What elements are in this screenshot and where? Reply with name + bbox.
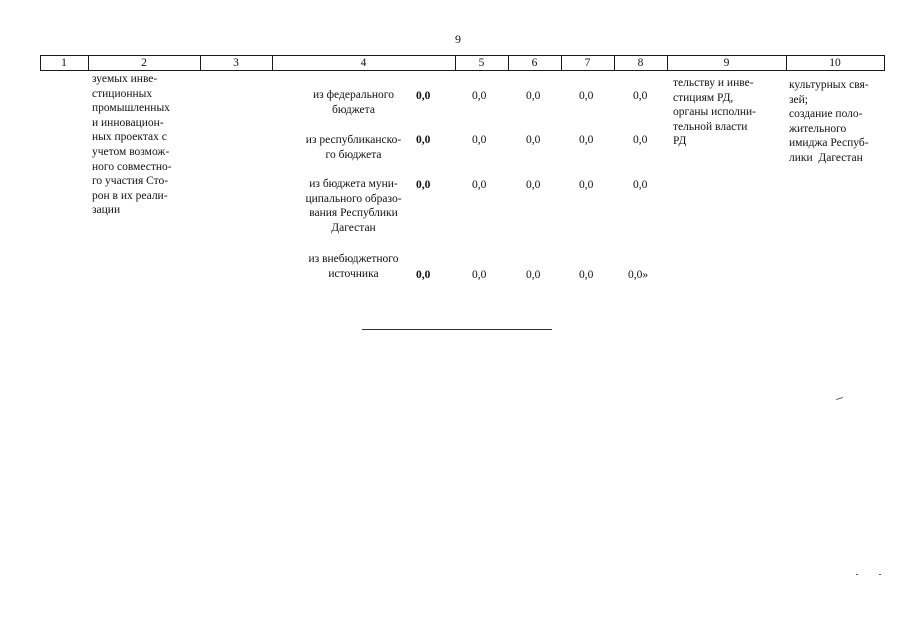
column-header-6: 6 (531, 57, 538, 69)
value-col-5: 0,0 (472, 179, 487, 191)
column-header-10: 10 (829, 57, 841, 69)
column-header-3: 3 (233, 57, 239, 69)
column-2-text: зуемых инве- стиционных промышленных и инновацион- ных проектах с учетом возмож- ного совместно- го участия Сто- рон в их реали- зации (92, 73, 172, 217)
value-col-5: 0,0 (472, 134, 487, 146)
column-header-4: 4 (360, 57, 367, 69)
header-separator (884, 55, 885, 71)
value-col-5: 0,0 (472, 269, 487, 281)
column-header-8: 8 (637, 57, 644, 69)
column-header-9: 9 (723, 57, 730, 69)
scan-mark (836, 397, 843, 400)
value-col-8: 0,0» (628, 269, 649, 281)
column-header-5: 5 (478, 57, 485, 69)
table-header-bottom-rule (40, 70, 885, 71)
scan-mark (856, 574, 858, 575)
total-value: 0,0 (416, 269, 431, 281)
page-number: 9 (455, 32, 461, 46)
value-col-8: 0,0 (633, 134, 648, 146)
closing-rule (362, 329, 552, 330)
value-col-6: 0,0 (526, 269, 541, 281)
value-col-6: 0,0 (526, 90, 541, 102)
column-header-7: 7 (584, 57, 591, 69)
value-col-7: 0,0 (579, 269, 594, 281)
total-value: 0,0 (416, 179, 431, 191)
value-col-7: 0,0 (579, 179, 594, 191)
value-col-7: 0,0 (579, 134, 594, 146)
funding-source: из бюджета муни- ципального образо- вания Республики Дагестан (305, 178, 402, 234)
column-header-1: 1 (61, 57, 67, 69)
funding-source: из республиканско- го бюджета (305, 134, 402, 161)
value-col-7: 0,0 (579, 90, 594, 102)
funding-source: из внебюджетного источника (308, 253, 399, 280)
column-10-text: культурных свя- зей; создание поло- жительного имиджа Респуб- лики Дагестан (789, 79, 869, 164)
value-col-6: 0,0 (526, 179, 541, 191)
value-col-6: 0,0 (526, 134, 541, 146)
value-col-5: 0,0 (472, 90, 487, 102)
column-header-2: 2 (141, 57, 147, 69)
total-value: 0,0 (416, 90, 431, 102)
funding-source: из федерального бюджета (313, 89, 394, 116)
value-col-8: 0,0 (633, 90, 648, 102)
scan-mark (879, 574, 881, 575)
column-9-text: тельству и инве- стициям РД, органы исполни- тельной власти РД (673, 77, 756, 148)
total-value: 0,0 (416, 134, 431, 146)
value-col-8: 0,0 (633, 179, 648, 191)
